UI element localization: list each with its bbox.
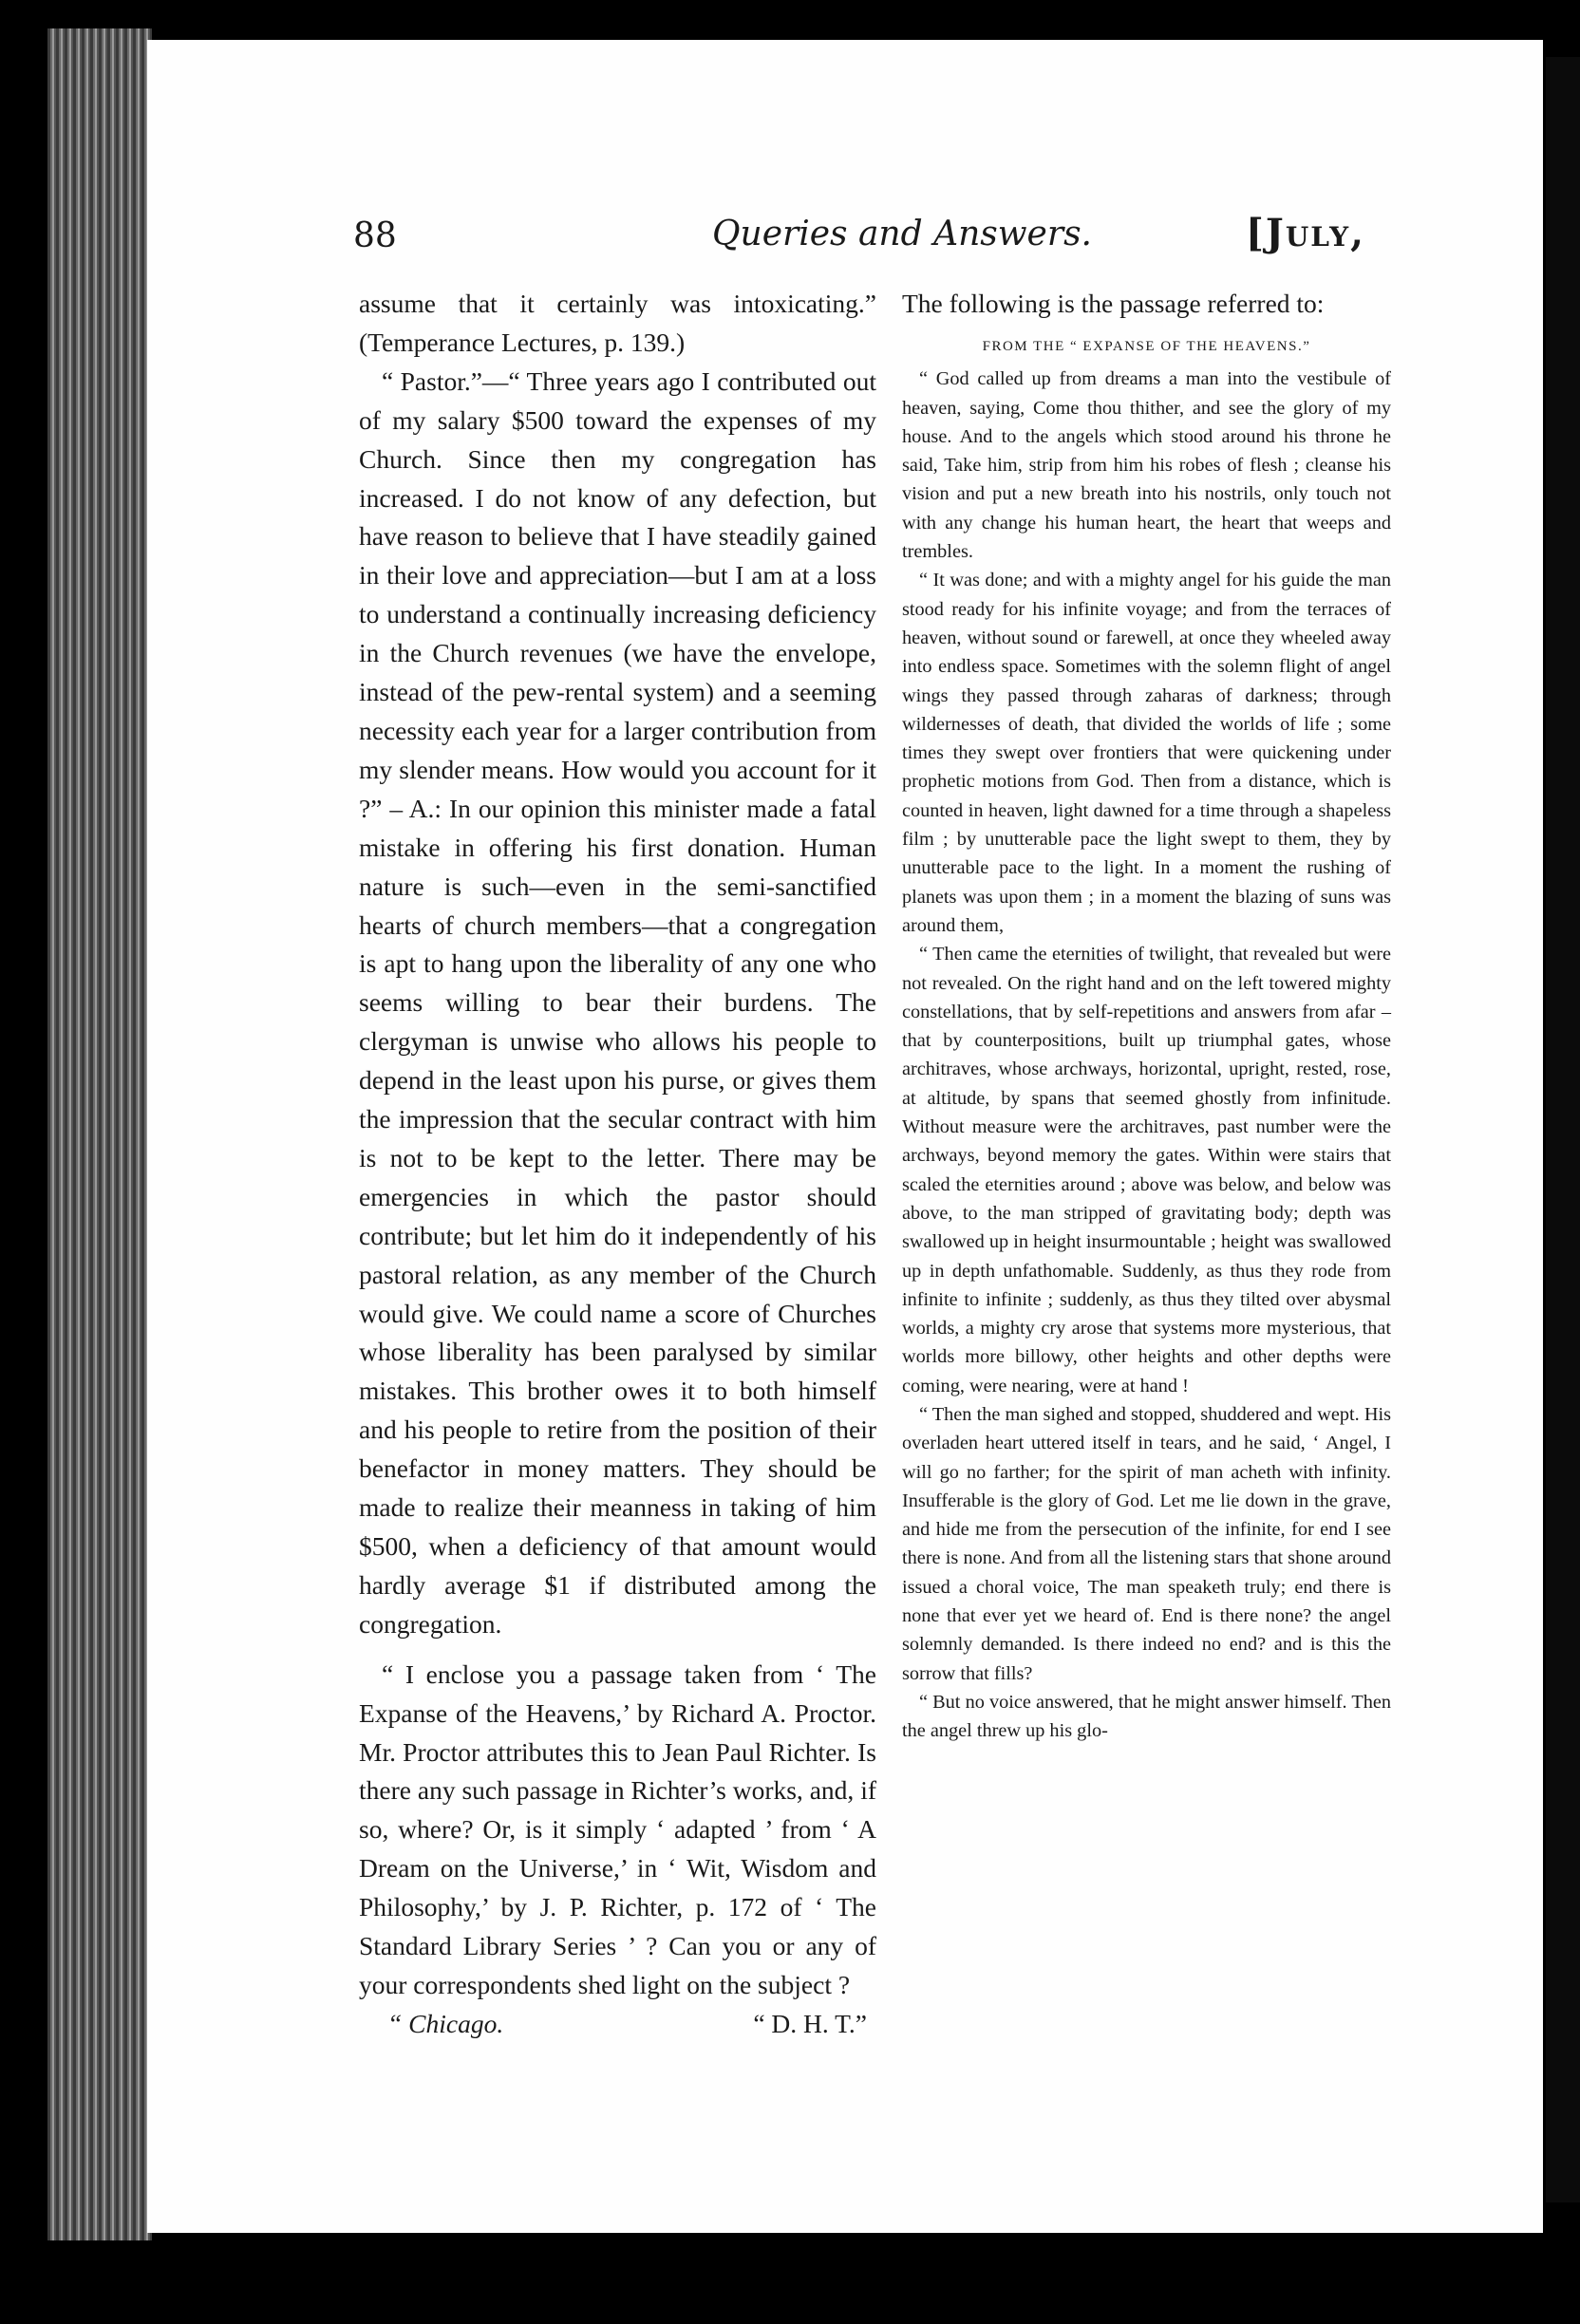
excerpt-heading: FROM THE “ EXPANSE OF THE HEAVENS.”: [982, 339, 1311, 354]
paragraph-continuation: assume that it certainly was intoxicating.” (Temperance Lectures, p. 139.): [359, 289, 876, 357]
page-number: 88: [353, 216, 397, 255]
right-column: [902, 285, 1391, 1746]
paragraph-pastor-query: “ Pastor.”—“ Three years ago I contributed out of my salary $500 toward the expenses of my Church. Since then my congregation has increased. I do not know of any defection, but have reason to believe that I have steadily gained in their love and appreciation—but I am at a loss to understand a continually increasing deficiency in the Church revenues (we have the envelope, instead of the pew-rental system) and a seeming necessity each year for a larger contribution from my slender means. How would you account for it ?” – A.: In our opinion this minister made a fatal mistake in offering his first donation. Human nature is such—even in the semi-sanctified hearts of church members—that a congregation is apt to hang upon the liberality of any one who seems willing to bear their burdens. The clergyman is unwise who allows his people to depend in the least upon his purse, or gives them the impression that the secular contract with him is not to be kept to the letter. There may be emergencies in which the pastor should contribute; but let him do it independently of his pastoral relation, as any member of the Church would give. We could name a score of Churches whose liberality has been paralysed by similar mistakes. This brother owes it to both himself and his people to retire from the position of their benefactor in money matters. They should be made to realize their meanness in taking of him $500, when a deficiency of that amount would hardly average $1 if distributed among the congregation.: [359, 365, 876, 1639]
excerpt-paragraph-2: “ It was done; and with a mighty angel for his guide the man stood ready for his infinite voyage; and from the terraces of heaven, without sound or farewell, at once they wheeled away into endless space. Sometimes with the solemn flight of angel wings they passed through zaharas of darkness; through wildernesses of death, that divided the worlds of life ; some times they swept over frontiers that were quickening under prophetic motions from God. Then from a distance, which is counted in heaven, light dawned for a time through a shapeless film ; by unutterable pace the light swept to them, they by unutterable pace to the light. In a moment the rushing of planets was upon them ; in a moment the blazing of suns was around them,: [902, 570, 1391, 936]
month-heading: [July,: [1246, 211, 1366, 255]
excerpt-paragraph-4: “ Then the man sighed and stopped, shuddered and wept. His overladen heart uttered itself in tears, and he said, ‘ Angel, I will go no farther; for the spirit of man acheth with infinity. Insufferable is the glory of God. Let me lie down in the grave, and hide me from the persecution of the infinite, for end I see there is none. And from all the listening stars that shone around issued a choral voice, The man speaketh truly; end there is none that ever yet we heard of. End is there none? the angel solemnly demanded. Is there indeed no end? and is this the sorrow that fills?: [902, 1403, 1391, 1684]
facing-page-shadow: [1546, 57, 1580, 2202]
passage-intro: The following is the passage referred to:: [902, 289, 1325, 318]
book-page-edges: [47, 28, 152, 2240]
excerpt-paragraph-3: “ Then came the eternities of twilight, that revealed but were not revealed. On the right hand and on the left towered mighty constellations, that by self-repetitions and answers from afar – that by counterpositions, built up triumphal gates, whose architraves, whose archways, horizontal, upright, rested, rose, at altitude, by spans that seemed ghostly from infinitude. Without measure were the architraves, past number were the archways, beyond memory the gates. Within were stairs that scaled the eternities around ; above was below, and below was above, to the man stripped of gravitating body; depth was swallowed up in height insurmountable ; height was swallowed up in depth unfathomable. Suddenly, as thus they rode from infinite to infinite ; suddenly, as thus they tilted over abysmal worlds, a mighty cry arose that systems more mysterious, that worlds more billowy, other heights and other depths were coming, were nearing, were at hand !: [902, 944, 1391, 1396]
excerpt-paragraph-5: “ But no voice answered, that he might answer himself. Then the angel threw up his glo-: [902, 1691, 1391, 1742]
running-head: Queries and Answers.: [712, 215, 1092, 253]
signature-line: [359, 2005, 876, 2044]
left-column: [359, 285, 876, 2044]
paragraph-gap: [359, 1644, 876, 1656]
excerpt-paragraph-1: “ God called up from dreams a man into the vestibule of heaven, saying, Come thou thither, and see the glory of my house. And to the angels which stood around his throne he said, Take him, strip from him his robes of flesh ; cleanse his vision and put a new breath into his nostrils, only touch not with any change his human heart, the heart that weeps and trembles.: [902, 368, 1391, 563]
paragraph-proctor-query: “ I enclose you a passage taken from ‘ The Expanse of the Heavens,’ by Richard A. Proctor. Mr. Proctor attributes this to Jean Paul Richter. Is there any such passage in Richter’s works, and, if so, where? Or, is it simply ‘ adapted ’ from ‘ A Dream on the Universe,’ in ‘ Wit, Wisdom and Philosophy,’ by J. P. Richter, p. 172 of ‘ The Standard Library Series ’ ? Can you or any of your correspondents shed light on the subject ?: [359, 1659, 876, 1999]
signature-initials: “ D. H. T.”: [753, 2008, 867, 2038]
signature-place: “ Chicago.: [387, 2008, 504, 2038]
